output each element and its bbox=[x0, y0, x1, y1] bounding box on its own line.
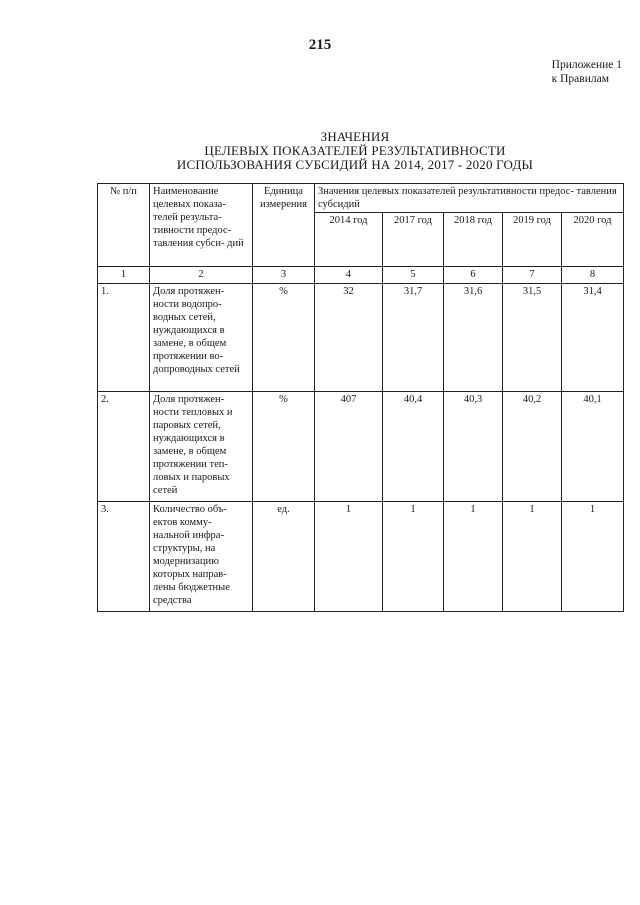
row-num: 1. bbox=[98, 284, 150, 392]
row-unit: % bbox=[253, 284, 315, 392]
table-row bbox=[98, 392, 624, 502]
year-2019: 2019 год bbox=[503, 213, 562, 267]
row-value: 40,4 bbox=[383, 392, 444, 502]
column-number: 2 bbox=[150, 267, 253, 284]
year-2014: 2014 год bbox=[315, 213, 383, 267]
row-value: 40,3 bbox=[444, 392, 503, 502]
column-numbers-row bbox=[98, 267, 624, 284]
table-row bbox=[98, 502, 624, 612]
header-num: № п/п bbox=[98, 184, 150, 267]
row-unit: ед. bbox=[253, 502, 315, 612]
column-number: 5 bbox=[383, 267, 444, 284]
row-value: 1 bbox=[562, 502, 624, 612]
header-unit: Единица измерения bbox=[253, 184, 315, 267]
appendix-note bbox=[552, 58, 622, 86]
appendix-line-2: к Правилам bbox=[551, 73, 609, 85]
row-value: 1 bbox=[315, 502, 383, 612]
row-num: 2. bbox=[98, 392, 150, 502]
header-values: Значения целевых показателей результативности предос- тавления субсидий bbox=[315, 184, 624, 213]
row-num: 3. bbox=[98, 502, 150, 612]
document-title bbox=[100, 130, 610, 172]
title-line-2: ЦЕЛЕВЫХ ПОКАЗАТЕЛЕЙ РЕЗУЛЬТАТИВНОСТИ bbox=[204, 143, 506, 158]
row-value: 31,4 bbox=[562, 284, 624, 392]
page-number: 215 bbox=[308, 37, 332, 53]
column-number: 4 bbox=[315, 267, 383, 284]
column-number: 3 bbox=[253, 267, 315, 284]
row-value: 31,5 bbox=[503, 284, 562, 392]
row-value: 31,6 bbox=[444, 284, 503, 392]
row-name: Количество объ- ектов комму- нальной инфра- структуры, на модернизацию которых направ- лены бюджетные средства bbox=[150, 502, 253, 612]
table-row bbox=[98, 284, 624, 392]
header-row bbox=[98, 184, 624, 213]
title-line-3: ИСПОЛЬЗОВАНИЯ СУБСИДИЙ НА 2014, 2017 - 2020 ГОДЫ bbox=[176, 157, 534, 172]
row-value: 40,2 bbox=[503, 392, 562, 502]
column-number: 6 bbox=[444, 267, 503, 284]
row-value: 31,7 bbox=[383, 284, 444, 392]
row-value: 1 bbox=[503, 502, 562, 612]
column-number: 8 bbox=[562, 267, 624, 284]
year-2020: 2020 год bbox=[562, 213, 624, 267]
row-name: Доля протяжен- ности тепловых и паровых сетей, нуждающихся в замене, в общем протяжении теп- ловых и паровых сетей bbox=[150, 392, 253, 502]
row-value: 407 bbox=[315, 392, 383, 502]
column-number: 1 bbox=[98, 267, 150, 284]
row-value: 1 bbox=[444, 502, 503, 612]
column-number: 7 bbox=[503, 267, 562, 284]
row-name: Доля протяжен- ности водопро- водных сетей, нуждающихся в замене, в общем протяжении во- допроводных сетей bbox=[150, 284, 253, 392]
row-value: 1 bbox=[383, 502, 444, 612]
appendix-line-1: Приложение 1 bbox=[551, 59, 622, 71]
header-name: Наименование целевых показа- телей результа- тивности предос- тавления субси- дий bbox=[150, 184, 253, 267]
indicators-table bbox=[97, 183, 624, 612]
year-2017: 2017 год bbox=[383, 213, 444, 267]
row-value: 40,1 bbox=[562, 392, 624, 502]
title-line-1: ЗНАЧЕНИЯ bbox=[320, 129, 390, 144]
row-value: 32 bbox=[315, 284, 383, 392]
row-unit: % bbox=[253, 392, 315, 502]
year-2018: 2018 год bbox=[444, 213, 503, 267]
